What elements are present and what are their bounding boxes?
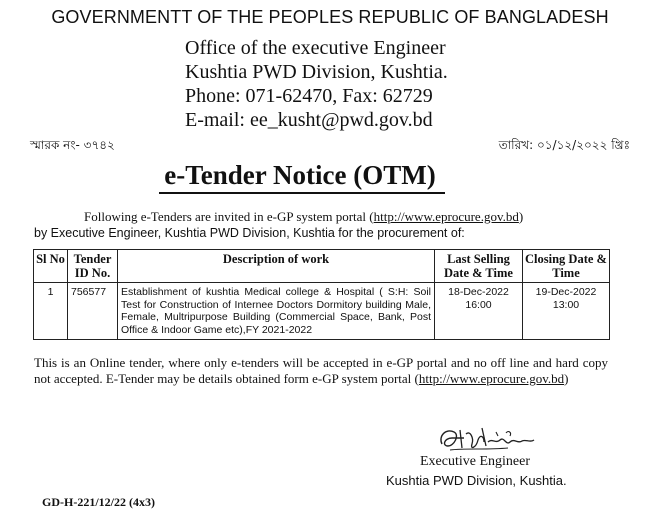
office-address-block [185,36,605,132]
last-selling-time: 16:00 [465,298,492,311]
online-text: This is an Online tender, where only e-tenders will be accepted in e-GP portal and no off line and hard copy not accepted. E-Tender may be details obtained form e-GP system portal ( [34,355,608,386]
signature-office: Kushtia PWD Division, Kushtia. [386,473,567,488]
cell-closing [523,283,610,340]
closing-date: 19-Dec-2022 [535,286,597,298]
header-closing: Closing Date & Time [523,250,610,283]
intro-line-1 [34,209,594,225]
division-name: Kushtia PWD Division, Kushtia. [185,61,448,83]
online-portal-link[interactable]: http://www.eprocure.gov.bd [418,371,565,386]
tender-table [33,249,610,340]
table-row [34,283,610,340]
header-tender-id: Tender ID No. [68,250,118,283]
header-sl: Sl No [34,250,68,283]
intro-paragraph [34,209,594,241]
email: E-mail: ee_kusht@pwd.gov.bd [185,109,433,131]
cell-tender-id: 756577 [68,283,118,340]
government-heading: GOVERNMENTT OF THE PEOPLES REPUBLIC OF BANGLADESH [51,7,609,27]
notice-title: e-Tender Notice (OTM) [164,160,436,190]
signature-title: Executive Engineer [420,454,531,469]
title-underline [159,192,445,194]
office-name: Office of the executive Engineer [185,37,446,59]
cell-last-selling [435,283,523,340]
footer-code: GD-H-221/12/22 (4x3) [42,495,155,509]
last-selling-date: 18-Dec-2022 [448,286,509,298]
online-tender-paragraph [34,355,608,387]
online-suffix: ) [564,371,569,386]
cell-sl: 1 [34,283,68,340]
header-description: Description of work [118,250,435,283]
portal-link[interactable]: http://www.eprocure.gov.bd [373,209,519,224]
intro-suffix: ) [518,209,524,224]
phone-fax: Phone: 071-62470, Fax: 62729 [185,85,433,107]
signature-image [436,424,541,458]
header-last-selling: Last Selling Date & Time [435,250,523,283]
closing-time: 13:00 [552,298,580,311]
cell-description: Establishment of kushtia Medical college & Hospital ( S:H: Soil Test for Construction of Internee Doctors Dormitory building Male, Female, Multripurpose Building (Commercial Space, Bank, Post Office & Indoor Game etc),FY 2021-2022 [118,283,435,340]
intro-line-2: by Executive Engineer, Kushtia PWD Division, Kushtia for the procurement of: [34,226,465,240]
table-header-row [34,250,610,283]
intro-prefix: Following e-Tenders are invited in e-GP system portal ( [84,209,374,224]
memo-number: স্মারক নং- ৩৭৪২ [30,138,115,152]
memo-date: তারিখ: ০১/১২/২০২২ খ্রিঃ [498,138,630,152]
